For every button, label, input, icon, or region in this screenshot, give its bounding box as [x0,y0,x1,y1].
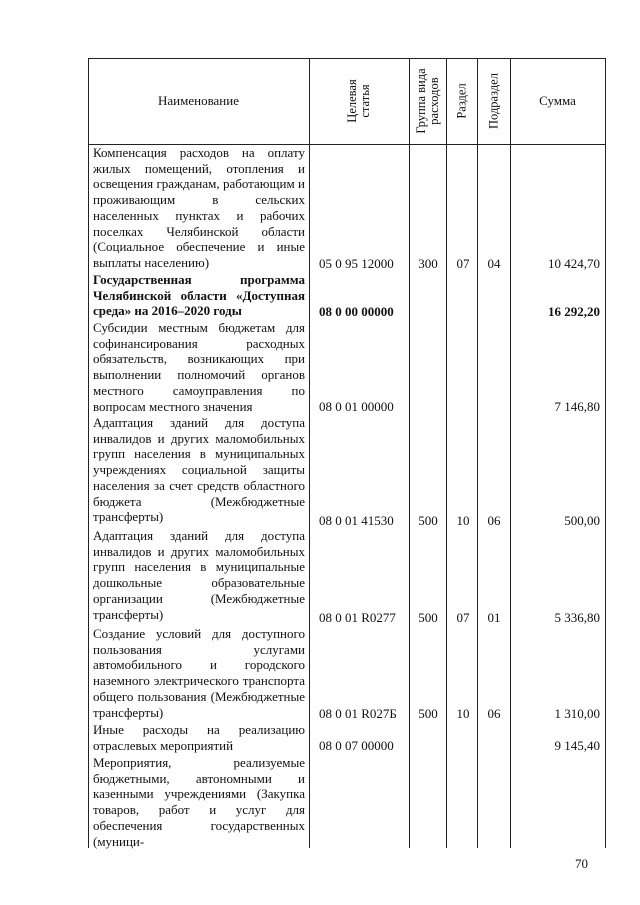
row-group: 500 [418,706,438,721]
row-code: 08 0 01 R027Б [319,706,397,721]
row-group: 300 [418,256,438,271]
row-name: Адаптация зданий для доступа инвалидов и других маломобильных групп населения в муниципальные дошкольные образовательные организации (Межбюджетные трансферты) [93,528,305,622]
row-section: 10 [456,513,470,528]
row-section: 07 [456,610,470,625]
row-subsection: 01 [487,610,501,625]
header-amount-label: Сумма [539,93,576,108]
row-name: Адаптация зданий для доступа инвалидов и других маломобильных групп населения в муниципальных учреждениях социальной защиты населения за счет средств областного бюджета (Межбюджетные трансферты) [93,415,305,525]
row-amount: 1 310,00 [554,706,600,721]
row-amount: 16 292,20 [548,304,600,319]
header-subsection-label: Подраздел [486,73,500,129]
table-border-right [605,58,606,848]
header-expense-group [409,58,446,144]
row-code: 08 0 01 00000 [319,399,394,414]
header-section-label: Раздел [454,83,468,119]
row-name: Иные расходы на реализацию отраслевых мероприятий [93,722,305,753]
row-section: 10 [456,706,470,721]
row-group: 500 [418,610,438,625]
row-code: 08 0 01 R0277 [319,610,396,625]
row-code: 05 0 95 12000 [319,256,394,271]
row-amount: 10 424,70 [548,256,600,271]
header-name [88,58,309,144]
header-expense-group-label: Группа вида расходов [413,68,441,134]
row-subsection: 06 [487,513,501,528]
row-name: Государственная программа Челябинской области «Доступная среда» на 2016–2020 годы [93,272,305,319]
table-border-left [88,58,89,848]
row-subsection: 04 [487,256,501,271]
header-name-label: Наименование [158,93,239,108]
row-name: Мероприятия, реализуемые бюджетными, автономными и казенными учреждениями (Закупка товаров, работ и услуг для обеспечения государственных (муници- [93,755,305,849]
column-divider-group [409,58,410,848]
row-amount: 9 145,40 [554,738,600,753]
row-group: 500 [418,513,438,528]
row-section: 07 [456,256,470,271]
row-code: 08 0 00 00000 [319,304,394,319]
column-divider-amount [510,58,511,848]
row-subsection: 06 [487,706,501,721]
row-code: 08 0 01 41530 [319,513,394,528]
header-target-article [309,58,409,144]
column-divider-code [309,58,310,848]
header-section [446,58,477,144]
header-target-article-label: Целевая статья [345,79,372,123]
header-amount [510,58,605,144]
row-amount: 5 336,80 [554,610,600,625]
column-divider-section [446,58,447,848]
page-number: 70 [575,856,588,871]
row-code: 08 0 07 00000 [319,738,394,753]
row-name: Создание условий для доступного пользования услугами автомобильного и городского наземного электрического транспорта общего пользования (Межбюджетные трансферты) [93,626,305,720]
row-name: Субсидии местным бюджетам для софинансирования расходных обязательств, возникающих при выполнении полномочий органов местного самоуправления по вопросам местного значения [93,320,305,414]
header-subsection [477,58,510,144]
row-name: Компенсация расходов на оплату жилых помещений, отопления и освещения гражданам, работающим и проживающим в сельских населенных пунктах и рабочих поселках Челябинской области (Социальное обеспечение и иные выплаты населению) [93,145,305,270]
row-amount: 500,00 [564,513,600,528]
column-divider-subsection [477,58,478,848]
row-amount: 7 146,80 [554,399,600,414]
